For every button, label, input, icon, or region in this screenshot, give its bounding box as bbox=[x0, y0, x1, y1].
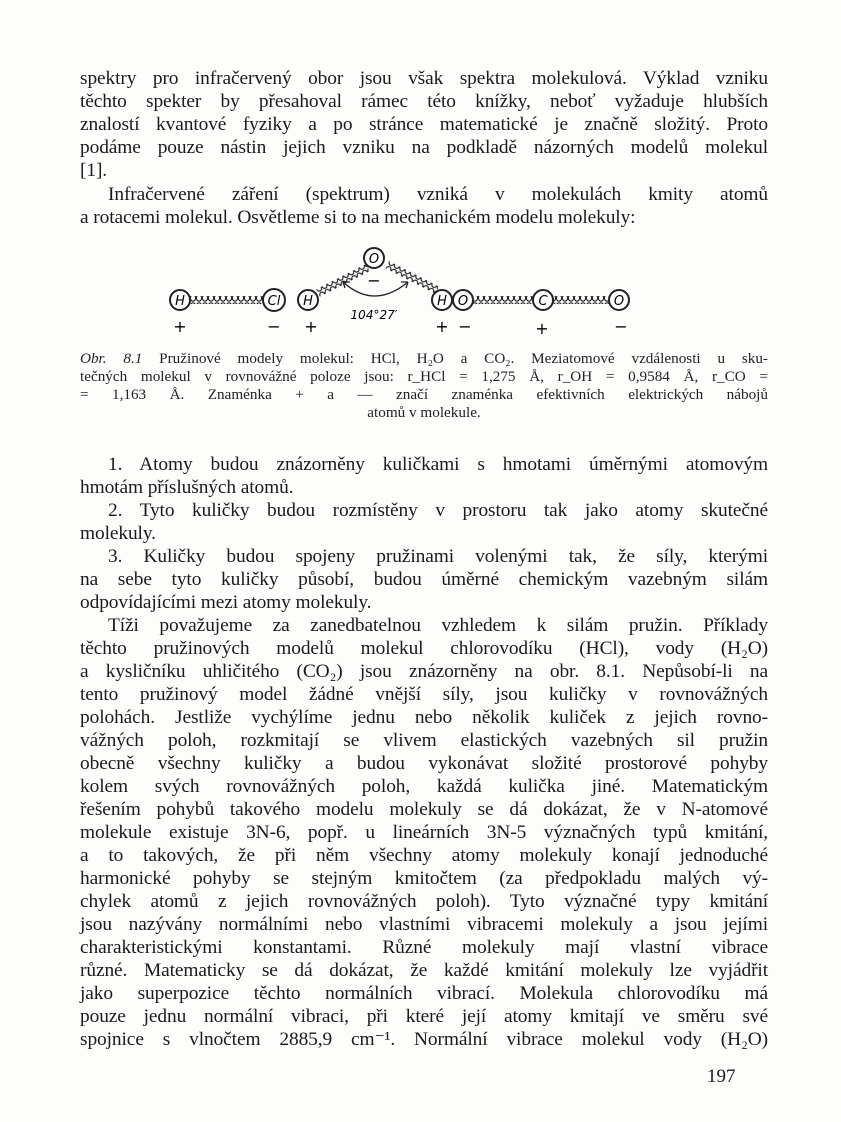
text-line: těchto spekter by přesahoval rámec této knížky, neboť vyžaduje hlubších bbox=[80, 91, 768, 112]
text-line: kolem svých rovnovážných poloh, každá kulička jiné. Matematickým bbox=[80, 776, 768, 797]
text-line: polohách. Jestliže vychýlíme jednu nebo několik kuliček z jejich rovno- bbox=[80, 707, 768, 728]
charge-sign: − bbox=[367, 271, 381, 290]
list-item-continuation: molekuly. bbox=[80, 523, 156, 544]
spring-bond bbox=[473, 296, 533, 304]
text-line: těchto pružinových modelů molekul chlorovodíku (HCl), vody (H₂O) bbox=[80, 638, 768, 659]
text-line: chylek atomů z jejich rovnovážných poloh). Tyto význačné typy kmitání bbox=[80, 891, 768, 912]
list-item: 3. Kuličky budou spojeny pružinami volenými tak, že síly, kterými bbox=[108, 546, 768, 567]
svg-text:Cl: Cl bbox=[267, 294, 281, 309]
text-line: pouze jednu normální vibraci, při které její atomy kmitají ve směru své bbox=[80, 1006, 768, 1027]
spring-model-figure bbox=[160, 238, 700, 338]
charge-sign: + bbox=[304, 317, 318, 336]
text-line: a kysličníku uhličitého (CO₂) jsou znázorněny na obr. 8.1. Nepůsobí-li na bbox=[80, 661, 768, 682]
atom-h bbox=[298, 290, 318, 310]
list-item-continuation: odpovídajícími mezi atomy molekuly. bbox=[80, 592, 372, 613]
figure-caption-line: = 1,163 Å. Znaménka + a — značí znaménka efektivních elektrických nábojů bbox=[80, 386, 768, 403]
figure-caption-line: Obr. 8.1 Pružinové modely molekul: HCl, H₂O a CO₂. Meziatomové vzdálenosti u sku- bbox=[80, 350, 768, 367]
figure-caption-line: tečných molekul v rovnovážné poloze jsou: r_HCl = 1,275 Å, r_OH = 0,9584 Å, r_CO = bbox=[80, 368, 768, 385]
figure-caption-line: atomů v molekule. bbox=[367, 404, 481, 421]
svg-text:O: O bbox=[457, 294, 469, 309]
svg-text:O: O bbox=[613, 294, 625, 309]
atom-cl bbox=[263, 289, 285, 311]
spring-bond bbox=[553, 296, 609, 304]
list-item-continuation: na sebe tyto kuličky působí, budou úměrné chemickým vazebným silám bbox=[80, 569, 768, 590]
text-line: jako superpozice těchto normálních vibrací. Molekula chlorovodíku má bbox=[80, 983, 768, 1004]
text-line: a to takových, že při něm všechny atomy molekuly konají jednoduché bbox=[80, 845, 768, 866]
text-line: a rotacemi molekul. Osvětleme si to na mechanickém modelu molekuly: bbox=[80, 207, 636, 228]
charge-sign: + bbox=[435, 317, 449, 336]
page-number: 197 bbox=[707, 1066, 736, 1087]
text-line: Tíži považujeme za zanedbatelnou vzhledem k silám pružin. Příklady bbox=[108, 615, 768, 636]
figure-label: Obr. 8.1 bbox=[80, 350, 143, 367]
charge-sign: + bbox=[535, 319, 549, 338]
svg-text:H: H bbox=[175, 294, 185, 309]
spring-bond bbox=[386, 261, 440, 294]
spring-bond bbox=[188, 296, 266, 304]
atom-h bbox=[432, 290, 452, 310]
atom-o bbox=[453, 290, 473, 310]
atom-o bbox=[364, 248, 384, 268]
spring-bond bbox=[316, 264, 370, 297]
text-line: spektry pro infračervený obor jsou však spektra molekulová. Výklad vzniku bbox=[80, 68, 768, 89]
text-line: vážných poloh, rozkmitají se vlivem elastických vazebných sil pružin bbox=[80, 730, 768, 751]
text-line: řešením pohybů takového modelu molekuly se dá dokázat, že v N-atomové bbox=[80, 799, 768, 820]
svg-text:O: O bbox=[368, 252, 380, 267]
text-line: podáme pouze nástin jejich vzniku na podkladě názorných modelů molekul bbox=[80, 137, 768, 158]
text-line: charakteristickými konstantami. Různé molekuly mají vlastní vibrace bbox=[80, 937, 768, 958]
charge-sign: − bbox=[614, 317, 628, 336]
text-line: Infračervené záření (spektrum) vzniká v molekulách kmity atomů bbox=[108, 184, 768, 205]
text-line: znalostí kvantové fyziky a po stránce matematické je značně složitý. Proto bbox=[80, 114, 768, 135]
atom-c bbox=[533, 290, 553, 310]
atom-o bbox=[609, 290, 629, 310]
text-line: harmonické pohyby se stejným kmitočtem (za předpokladu malých vý- bbox=[80, 868, 768, 889]
text-line: [1]. bbox=[80, 160, 108, 181]
text-line: obecně všechny kuličky a budou vykonávat složité prostorové pohyby bbox=[80, 753, 768, 774]
molecule-hcl bbox=[170, 289, 285, 336]
list-item-continuation: hmotám příslušných atomů. bbox=[80, 477, 294, 498]
molecule-h2o bbox=[298, 248, 452, 336]
list-item: 2. Tyto kuličky budou rozmístěny v prostoru tak jako atomy skutečné bbox=[108, 500, 768, 521]
svg-text:H: H bbox=[303, 294, 313, 309]
molecule-co2 bbox=[453, 290, 629, 338]
bond-angle-label: 104°27′ bbox=[350, 308, 398, 322]
text-line: jsou nazývány normálními nebo vlastními vibracemi molekuly a jsou jejími bbox=[80, 914, 768, 935]
charge-sign: − bbox=[267, 317, 281, 336]
atom-h bbox=[170, 290, 190, 310]
text-line: molekule existuje 3N-6, popř. u lineárních 3N-5 význačných typů kmitání, bbox=[80, 822, 768, 843]
charge-sign: − bbox=[458, 317, 472, 336]
svg-text:C: C bbox=[538, 294, 548, 309]
text-line: spojnice s vlnočtem 2885,9 cm⁻¹. Normální vibrace molekul vody (H₂O) bbox=[80, 1029, 768, 1050]
text-line: různé. Matematicky se dá dokázat, že každé kmitání molekuly lze vyjádřit bbox=[80, 960, 768, 981]
charge-sign: + bbox=[173, 317, 187, 336]
list-item: 1. Atomy budou znázorněny kuličkami s hmotami úměrnými atomovým bbox=[108, 454, 768, 475]
text-line: tento pružinový model žádné vnější síly, jsou kuličky v rovnovážných bbox=[80, 684, 768, 705]
svg-text:H: H bbox=[437, 294, 447, 309]
